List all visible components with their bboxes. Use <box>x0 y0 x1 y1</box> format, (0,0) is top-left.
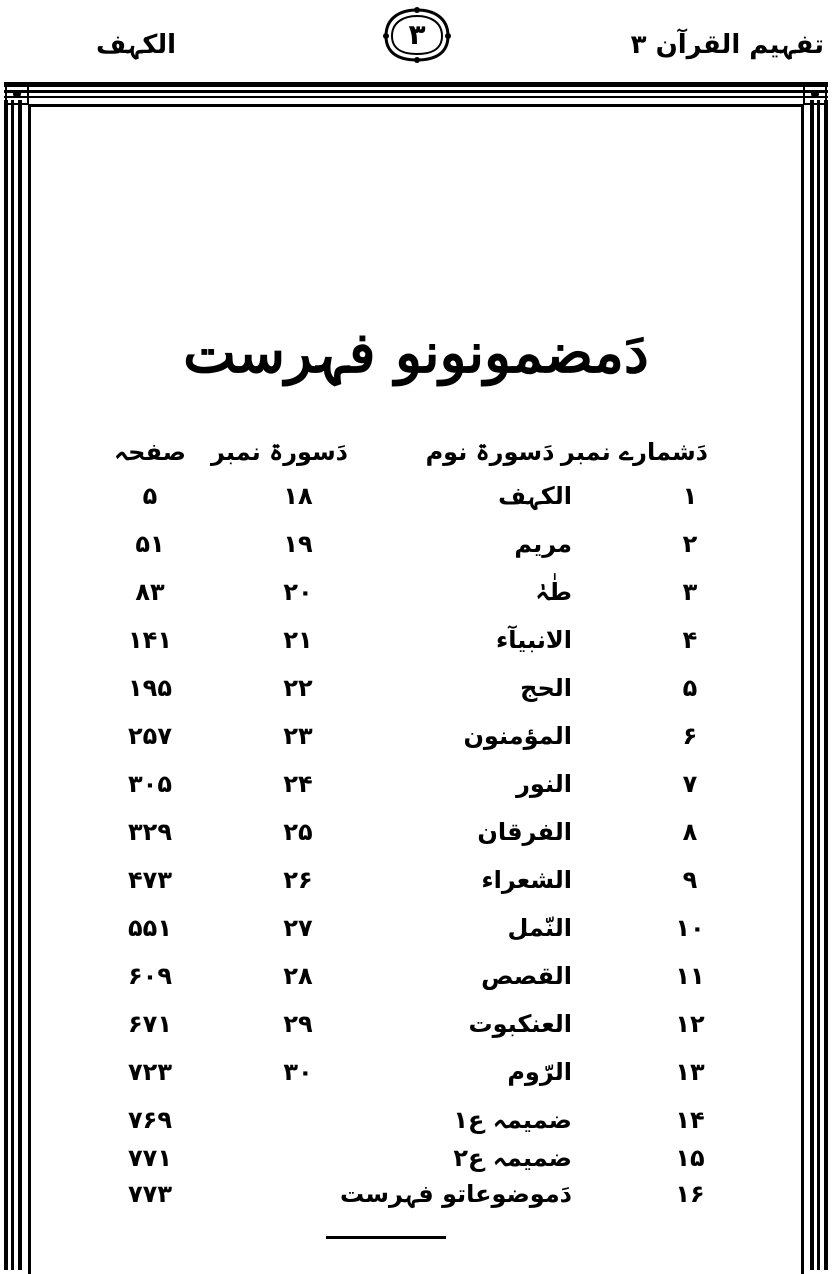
table-row <box>0 818 832 864</box>
surah-number: ۱۹ <box>283 530 313 558</box>
surah-name: الرّوم <box>507 1058 572 1086</box>
surah-number: ۲۳ <box>283 722 313 750</box>
page-title: دَمضمونونو فہرست <box>183 320 649 386</box>
surah-name: مریم <box>514 530 572 558</box>
column-header-page: صفحہ <box>114 438 186 466</box>
page-number: ۳ <box>408 18 426 51</box>
bottom-divider <box>326 1236 446 1239</box>
book-title: تفہیم القرآن ۳ <box>630 30 824 60</box>
surah-name: ضمیمہ ع۲ <box>453 1144 572 1172</box>
page-ref: ۳۲۹ <box>128 818 172 846</box>
surah-number: ۲۰ <box>283 578 313 606</box>
surah-number: ۲۷ <box>283 914 313 942</box>
row-number: ۱۳ <box>675 1058 705 1086</box>
row-number: ۳ <box>682 578 698 606</box>
table-row <box>0 866 832 912</box>
table-row <box>0 482 832 528</box>
column-header-surah-name: دَسورۃ نوم <box>425 438 555 466</box>
row-number: ۱۶ <box>675 1180 705 1208</box>
surah-name: النور <box>516 770 572 798</box>
table-row <box>0 530 832 576</box>
table-row <box>0 578 832 624</box>
surah-number: ۳۰ <box>283 1058 313 1086</box>
row-number: ۱۴ <box>675 1106 705 1134</box>
row-number: ۱ <box>682 482 698 510</box>
table-row <box>0 674 832 720</box>
row-number: ۷ <box>682 770 698 798</box>
page-ref: ۱۹۵ <box>128 674 172 702</box>
row-number: ۱۱ <box>675 962 705 990</box>
surah-name: دَموضوعاتو فہرست <box>340 1180 572 1208</box>
page-ref: ۳۰۵ <box>128 770 172 798</box>
page-ref: ۶۰۹ <box>128 962 172 990</box>
page-ref: ۶۷۱ <box>128 1010 172 1038</box>
row-number: ۵ <box>682 674 698 702</box>
table-row <box>0 962 832 1008</box>
page-ref: ۷۷۱ <box>128 1144 172 1172</box>
row-number: ۴ <box>682 626 698 654</box>
table-row <box>0 626 832 672</box>
column-header-surah-number: دَسورۃ نمبر <box>210 438 348 466</box>
page-ref: ۸۳ <box>135 578 165 606</box>
row-number: ۶ <box>682 722 698 750</box>
surah-number: ۲۶ <box>283 866 313 894</box>
page-ref: ۴۷۳ <box>128 866 172 894</box>
surah-name: ضمیمہ ع۱ <box>453 1106 572 1134</box>
surah-number: ۲۸ <box>283 962 313 990</box>
page-ref: ۷۶۹ <box>128 1106 172 1134</box>
table-row <box>0 1058 832 1104</box>
surah-name: الشعراء <box>481 866 572 894</box>
surah-name: الحج <box>520 674 572 702</box>
surah-name: العنکبوت <box>468 1010 572 1038</box>
page-ref: ۷۷۳ <box>128 1180 172 1208</box>
table-row <box>0 1180 832 1210</box>
surah-name: المؤمنون <box>463 722 572 750</box>
surah-number: ۲۲ <box>283 674 313 702</box>
row-number: ۹ <box>682 866 698 894</box>
surah-name: طٰہٰ <box>535 578 572 606</box>
page-ref: ۵ <box>142 482 158 510</box>
row-number: ۱۲ <box>675 1010 705 1038</box>
surah-name: الانبیآء <box>496 626 572 654</box>
page-ref: ۷۲۳ <box>128 1058 172 1086</box>
page-ref: ۲۵۷ <box>128 722 172 750</box>
page-ref: ۵۱ <box>135 530 165 558</box>
table-row <box>0 722 832 768</box>
row-number: ۱۰ <box>675 914 705 942</box>
page-number-medallion <box>380 6 454 64</box>
table-row <box>0 914 832 960</box>
row-number: ۱۵ <box>675 1144 705 1172</box>
page-ref: ۱۴۱ <box>128 626 172 654</box>
surah-number: ۱۸ <box>283 482 313 510</box>
surah-number: ۲۱ <box>283 626 313 654</box>
surah-name: الکہف <box>498 482 572 510</box>
top-border-frame <box>4 80 828 106</box>
surah-number: ۲۴ <box>283 770 313 798</box>
row-number: ۲ <box>682 530 698 558</box>
surah-name: الفرقان <box>477 818 572 846</box>
surah-number: ۲۵ <box>283 818 313 846</box>
column-header-number: دَشمارے نمبر <box>560 438 708 466</box>
surah-name: القصص <box>481 962 572 990</box>
surah-number: ۲۹ <box>283 1010 313 1038</box>
table-row <box>0 770 832 816</box>
surah-name: النّمل <box>507 914 572 942</box>
surah-title: الکہف <box>96 30 176 60</box>
row-number: ۸ <box>682 818 698 846</box>
table-row <box>0 1010 832 1056</box>
page-ref: ۵۵۱ <box>128 914 172 942</box>
